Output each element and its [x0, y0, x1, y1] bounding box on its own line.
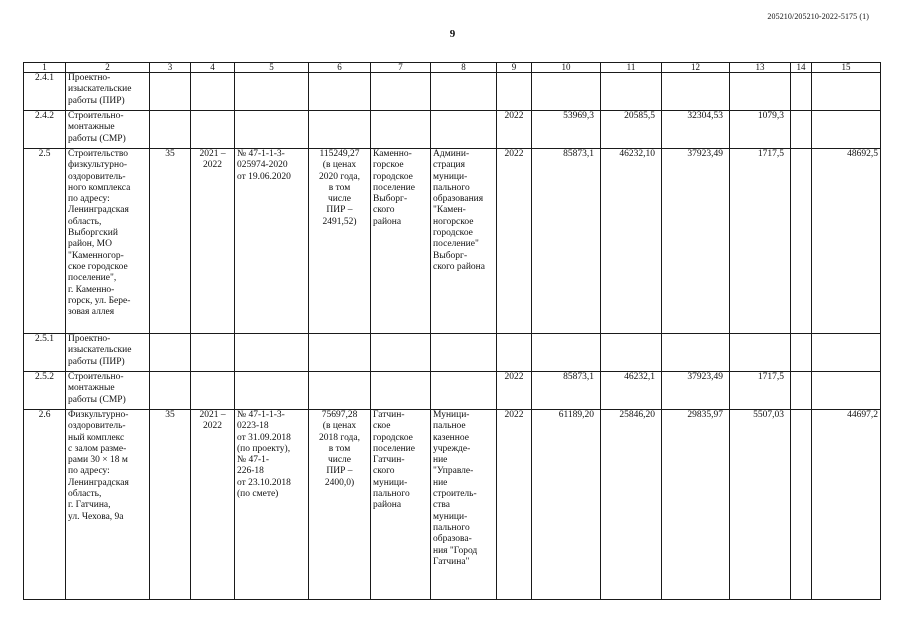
- table-cell: [150, 73, 191, 111]
- amount-cell: 85873,1: [532, 372, 601, 410]
- row-index: 2.5.1: [24, 334, 66, 372]
- table-row: [24, 372, 881, 410]
- amount-cell: 48692,5: [812, 149, 881, 334]
- table-cell: [601, 73, 662, 111]
- object-name: Строительство физкультурно- оздоровитель- ного комплекса по адресу: Ленинградская область, Выборгский район, МО "Каменногор- ское городское поселение", г. Каменно- горск, ул. Бере- зовая аллея: [66, 149, 150, 334]
- table-cell: [235, 372, 309, 410]
- row-index: 2.5.2: [24, 372, 66, 410]
- column-number: 14: [791, 63, 812, 73]
- amount-cell: 53969,3: [532, 111, 601, 149]
- table-cell: [791, 111, 812, 149]
- column-number: 9: [497, 63, 532, 73]
- amount-cell: 37923,49: [662, 149, 730, 334]
- data-table: [23, 62, 881, 600]
- table-cell: [431, 111, 497, 149]
- cost-cell: 115249,27 (в ценах 2020 года, в том числе ПИР – 2491,52): [309, 149, 371, 334]
- expertise-cell: № 47-1-1-3- 0223-18 от 31.09.2018 (по проекту), № 47-1- 226-18 от 23.10.2018 (по смете): [235, 410, 309, 600]
- table-row: [24, 111, 881, 149]
- amount-cell: 25846,20: [601, 410, 662, 600]
- amount-cell: 46232,1: [601, 372, 662, 410]
- table-cell: [235, 334, 309, 372]
- column-number: 15: [812, 63, 881, 73]
- amount-cell: 46232,10: [601, 149, 662, 334]
- amount-cell: 1079,3: [730, 111, 791, 149]
- capacity-cell: 35: [150, 410, 191, 600]
- column-number: 7: [371, 63, 431, 73]
- capacity-cell: 35: [150, 149, 191, 334]
- period-cell: 2021 – 2022: [191, 410, 235, 600]
- table-row: [24, 410, 881, 600]
- object-name: Строительно- монтажные работы (СМР): [66, 111, 150, 149]
- table-cell: [309, 372, 371, 410]
- table-cell: [730, 73, 791, 111]
- period-cell: 2021 – 2022: [191, 149, 235, 334]
- table-cell: [812, 372, 881, 410]
- document-id: 205210/205210-2022-5175 (1): [767, 12, 869, 21]
- table-cell: [431, 73, 497, 111]
- municipality-cell: Гатчин- ское городское поселение Гатчин- ского муници- пального района: [371, 410, 431, 600]
- table-cell: [371, 111, 431, 149]
- table-cell: [791, 149, 812, 334]
- object-name: Физкультурно- оздоровитель- ный комплекс с залом разме- рами 30 × 18 м по адресу: Ленинградская область, г. Гатчина, ул. Чехова, 9а: [66, 410, 150, 600]
- column-number: 3: [150, 63, 191, 73]
- table-cell: [309, 334, 371, 372]
- table-cell: [812, 334, 881, 372]
- column-number: 11: [601, 63, 662, 73]
- year-cell: 2022: [497, 372, 532, 410]
- column-number: 13: [730, 63, 791, 73]
- column-number: 5: [235, 63, 309, 73]
- municipality-cell: Каменно- горское городское поселение Выборг- ского района: [371, 149, 431, 334]
- column-number: 8: [431, 63, 497, 73]
- column-number: 1: [24, 63, 66, 73]
- object-name: Проектно- изыскательские работы (ПИР): [66, 334, 150, 372]
- table-cell: [235, 73, 309, 111]
- table-cell: [601, 334, 662, 372]
- table-cell: [309, 111, 371, 149]
- row-index: 2.6: [24, 410, 66, 600]
- amount-cell: 5507,03: [730, 410, 791, 600]
- table-cell: [791, 73, 812, 111]
- table-cell: [791, 334, 812, 372]
- page-number: 9: [449, 28, 456, 40]
- year-cell: 2022: [497, 111, 532, 149]
- table-cell: [150, 372, 191, 410]
- row-index: 2.4.1: [24, 73, 66, 111]
- object-name: Проектно- изыскательские работы (ПИР): [66, 73, 150, 111]
- amount-cell: 32304,53: [662, 111, 730, 149]
- table-cell: [191, 73, 235, 111]
- row-index: 2.4.2: [24, 111, 66, 149]
- table-cell: [371, 334, 431, 372]
- table-cell: [371, 73, 431, 111]
- cost-cell: 75697,28 (в ценах 2018 года, в том числе ПИР – 2400,0): [309, 410, 371, 600]
- amount-cell: 85873,1: [532, 149, 601, 334]
- amount-cell: 37923,49: [662, 372, 730, 410]
- expertise-cell: № 47-1-1-3- 025974-2020 от 19.06.2020: [235, 149, 309, 334]
- column-number-row: [24, 63, 881, 73]
- table-cell: [791, 372, 812, 410]
- column-number: 10: [532, 63, 601, 73]
- amount-cell: 1717,5: [730, 149, 791, 334]
- amount-cell: 61189,20: [532, 410, 601, 600]
- table-cell: [150, 111, 191, 149]
- year-cell: 2022: [497, 410, 532, 600]
- table-cell: [150, 334, 191, 372]
- table-cell: [431, 372, 497, 410]
- year-cell: 2022: [497, 149, 532, 334]
- table-cell: [309, 73, 371, 111]
- table-cell: [497, 334, 532, 372]
- table-cell: [371, 372, 431, 410]
- amount-cell: 29835,97: [662, 410, 730, 600]
- table-row: [24, 73, 881, 111]
- table-cell: [431, 334, 497, 372]
- customer-cell: Муници- пальное казенное учрежде- ние "Управле- ние строитель- ства муници- пального образова- ния "Город Гатчина": [431, 410, 497, 600]
- table-cell: [662, 73, 730, 111]
- row-index: 2.5: [24, 149, 66, 334]
- table-cell: [191, 111, 235, 149]
- column-number: 2: [66, 63, 150, 73]
- table-cell: [812, 111, 881, 149]
- column-number: 12: [662, 63, 730, 73]
- column-number: 4: [191, 63, 235, 73]
- table-cell: [791, 410, 812, 600]
- table-cell: [730, 334, 791, 372]
- table-cell: [812, 73, 881, 111]
- table-cell: [662, 334, 730, 372]
- table-cell: [532, 73, 601, 111]
- table-cell: [532, 334, 601, 372]
- amount-cell: 1717,5: [730, 372, 791, 410]
- customer-cell: Админи- страция муници- пального образования "Камен- ногорское городское поселение" Выборг- ского района: [431, 149, 497, 334]
- amount-cell: 44697,2: [812, 410, 881, 600]
- table-cell: [191, 334, 235, 372]
- table-row: [24, 149, 881, 334]
- table-cell: [497, 73, 532, 111]
- table-row: [24, 334, 881, 372]
- column-number: 6: [309, 63, 371, 73]
- amount-cell: 20585,5: [601, 111, 662, 149]
- table-cell: [235, 111, 309, 149]
- table-cell: [191, 372, 235, 410]
- object-name: Строительно- монтажные работы (СМР): [66, 372, 150, 410]
